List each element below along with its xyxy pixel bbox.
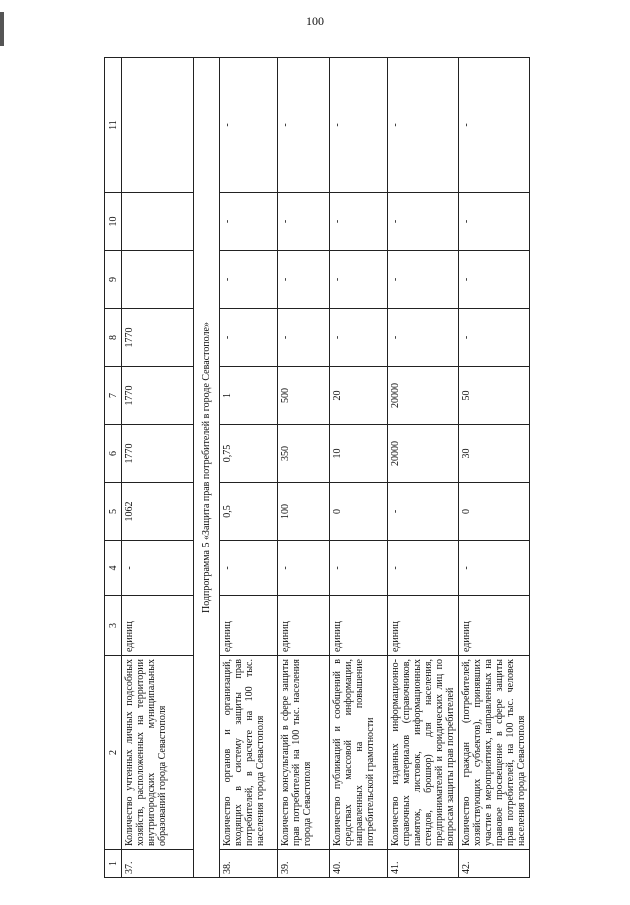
- value-cell: -: [459, 541, 530, 596]
- indicators-table: [104, 57, 530, 878]
- value-cell: -: [388, 193, 459, 251]
- value-cell: 0,75: [220, 425, 278, 483]
- value-cell: 1: [220, 367, 278, 425]
- indicator-name: Количество граждан (потребителей, хозяйствующих субъектов), принявших участие в мероприятиях, направленных на правовое просвещение в сфере защиты прав потребителей, на 100 тыс. человек населения города Севастополя: [459, 656, 530, 850]
- value-cell: 0,5: [220, 483, 278, 541]
- value-cell: 0: [459, 483, 530, 541]
- value-cell: 100: [278, 483, 330, 541]
- value-cell: -: [220, 309, 278, 367]
- value-cell: -: [278, 541, 330, 596]
- subprogram-row: [194, 58, 220, 878]
- value-cell: -: [330, 193, 388, 251]
- unit-cell: единиц: [122, 596, 194, 656]
- header-row: [105, 58, 122, 878]
- value-cell: 20000: [388, 367, 459, 425]
- column-header: 10: [105, 193, 122, 251]
- value-cell: 0: [330, 483, 388, 541]
- value-cell: -: [459, 251, 530, 309]
- value-cell: 1062: [122, 483, 194, 541]
- value-cell: -: [220, 58, 278, 193]
- table-row: [122, 58, 194, 878]
- indicator-name: Количество органов и организаций, входящих в систему защиты прав потребителей, в расчете на 100 тыс. населения города Севастополя: [220, 656, 278, 850]
- value-cell: 20: [330, 367, 388, 425]
- column-header: 3: [105, 596, 122, 656]
- value-cell: 500: [278, 367, 330, 425]
- row-number: 38.: [220, 850, 278, 878]
- indicator-name: Количество консультаций в сфере защиты прав потребителей на 100 тыс. населения города Севастополя: [278, 656, 330, 850]
- scan-edge-mark: [0, 12, 4, 46]
- unit-cell: единиц: [220, 596, 278, 656]
- column-header: 7: [105, 367, 122, 425]
- row-number: 37.: [122, 850, 194, 878]
- rotated-table-container: [104, 58, 527, 878]
- page-number: 100: [306, 14, 324, 28]
- value-cell: -: [330, 309, 388, 367]
- value-cell: -: [278, 58, 330, 193]
- value-cell: -: [388, 483, 459, 541]
- indicator-name: Количество учтенных личных подсобных хозяйств, расположенных на территории внутригородских муниципальных образований города Севастополя: [122, 656, 194, 850]
- column-header: 1: [105, 850, 122, 878]
- value-cell: 1770: [122, 309, 194, 367]
- table-body: [122, 58, 530, 878]
- value-cell: -: [388, 309, 459, 367]
- value-cell: -: [220, 193, 278, 251]
- column-header: 5: [105, 483, 122, 541]
- column-header: 9: [105, 251, 122, 309]
- table-row: [330, 58, 388, 878]
- value-cell: [122, 58, 194, 193]
- value-cell: [122, 251, 194, 309]
- value-cell: 10: [330, 425, 388, 483]
- value-cell: -: [388, 541, 459, 596]
- value-cell: 1770: [122, 425, 194, 483]
- value-cell: -: [330, 541, 388, 596]
- column-header: 2: [105, 656, 122, 850]
- value-cell: -: [459, 193, 530, 251]
- value-cell: -: [278, 193, 330, 251]
- column-header: 6: [105, 425, 122, 483]
- value-cell: 30: [459, 425, 530, 483]
- indicator-name: Количество публикаций и сообщений в средствах массовой информации, направленных на повышение потребительской грамотности: [330, 656, 388, 850]
- table-row: [459, 58, 530, 878]
- row-number: 41.: [388, 850, 459, 878]
- value-cell: 50: [459, 367, 530, 425]
- indicator-name: Количество изданных информационно-справочных материалов (справочников, памяток, листовок, информационных стендов, брошюр) для населения, предпринимателей и юридических лиц по вопросам защиты прав потребителей: [388, 656, 459, 850]
- value-cell: -: [388, 251, 459, 309]
- value-cell: 1770: [122, 367, 194, 425]
- unit-cell: единиц: [388, 596, 459, 656]
- value-cell: -: [459, 58, 530, 193]
- subprogram-title: Подпрограмма 5 «Защита прав потребителей в городе Севастополе»: [194, 58, 220, 878]
- unit-cell: единиц: [278, 596, 330, 656]
- row-number: 39.: [278, 850, 330, 878]
- column-header: 8: [105, 309, 122, 367]
- value-cell: -: [388, 58, 459, 193]
- value-cell: -: [330, 58, 388, 193]
- table-row: [220, 58, 278, 878]
- value-cell: -: [122, 541, 194, 596]
- value-cell: -: [330, 251, 388, 309]
- value-cell: -: [278, 309, 330, 367]
- value-cell: -: [278, 251, 330, 309]
- value-cell: -: [220, 251, 278, 309]
- value-cell: [122, 193, 194, 251]
- value-cell: -: [220, 541, 278, 596]
- value-cell: 20000: [388, 425, 459, 483]
- value-cell: 350: [278, 425, 330, 483]
- column-header: 11: [105, 58, 122, 193]
- row-number: 40.: [330, 850, 388, 878]
- table-row: [388, 58, 459, 878]
- table-row: [278, 58, 330, 878]
- value-cell: -: [459, 309, 530, 367]
- unit-cell: единиц: [459, 596, 530, 656]
- unit-cell: единиц: [330, 596, 388, 656]
- row-number: 42.: [459, 850, 530, 878]
- column-header: 4: [105, 541, 122, 596]
